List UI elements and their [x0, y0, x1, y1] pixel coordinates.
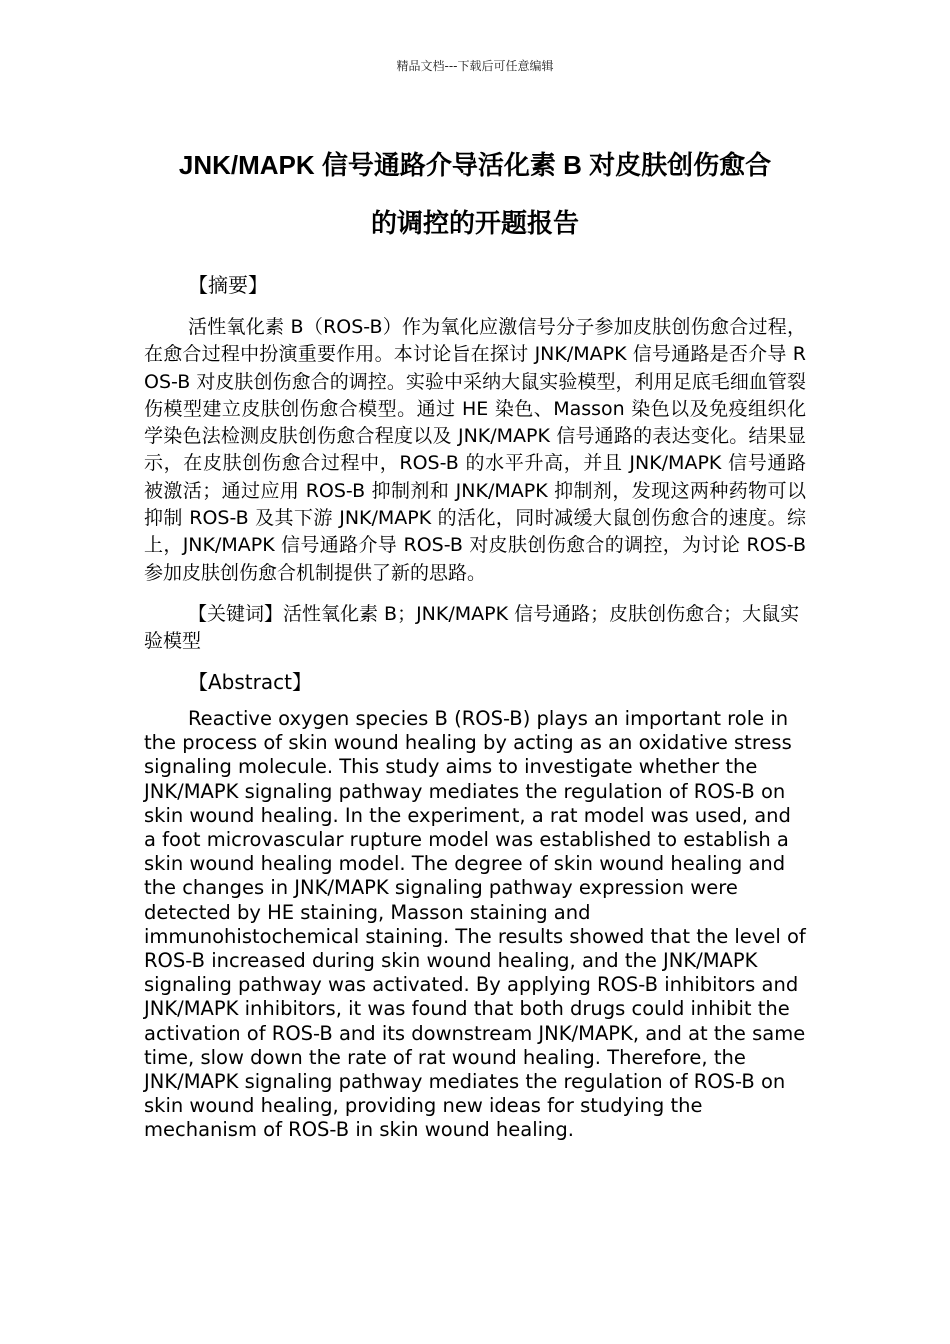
abstract-zh-heading: 【摘要】 — [188, 273, 268, 297]
document-body — [144, 270, 806, 1143]
document-title-line-2: 的调控的开题报告 — [370, 208, 579, 238]
abstract-zh-paragraph: 活性氧化素 B（ROS-B）作为氧化应激信号分子参加皮肤创伤愈合过程，在愈合过程中扮演重要作用。本讨论旨在探讨 JNK/MAPK 信号通路是否介导 ROS-B 对皮肤创伤愈合的调控。实验中采纳大鼠实验模型，利用足底毛细血管裂伤模型建立皮肤创伤愈合模型。通过 HE 染色、Masson 染色以及免疫组织化学染色法检测皮肤创伤愈合程度以及 JNK/MAPK 信号通路的表达变化。结果显示，在皮肤创伤愈合过程中，ROS-B 的水平升高，并且 JNK/MAPK 信号通路被激活；通过应用 ROS-B 抑制剂和 JNK/MAPK 抑制剂，发现这两种药物可以抑制 ROS-B 及其下游 JNK/MAPK 的活化，同时减缓大鼠创伤愈合的速度。综上，JNK/MAPK 信号通路介导 ROS-B 对皮肤创伤愈合的调控，为讨论 ROS-B 参加皮肤创伤愈合机制提供了新的思路。 — [144, 316, 806, 584]
document-title — [140, 136, 810, 252]
keywords-paragraph: 【关键词】活性氧化素 B；JNK/MAPK 信号通路；皮肤创伤愈合；大鼠实验模型 — [144, 602, 800, 652]
abstract-en-paragraph: Reactive oxygen species B (ROS-B) plays an important role in the process of skin wound healing by acting as an oxidative stress signaling molecule. This study aims to investigate whether the JNK/MAPK signaling pathway mediates the regulation of ROS-B on skin wound healing. In the experiment, a rat model was used, and a foot microvascular rupture model was established to establish a skin wound healing model. The degree of skin wound healing and the changes in JNK/MAPK signaling pathway expression were detected by HE staining, Masson staining and immunohistochemical staining. The results showed that the level of ROS-B increased during skin wound healing, and the JNK/MAPK signaling pathway was activated. By applying ROS-B inhibitors and JNK/MAPK inhibitors, it was found that both drugs could inhibit the activation of ROS-B and its downstream JNK/MAPK, and at the same time, slow down the rate of rat wound healing. Therefore, the JNK/MAPK signaling pathway mediates the regulation of ROS-B on skin wound healing, providing new ideas for studying the mechanism of ROS-B in skin wound healing. — [144, 706, 806, 1142]
document-title-line-1: JNK/MAPK 信号通路介导活化素 B 对皮肤创伤愈合 — [178, 150, 772, 180]
abstract-en-heading: 【Abstract】 — [188, 669, 312, 694]
page-header-note: 精品文档---下载后可任意编辑 — [396, 59, 554, 73]
